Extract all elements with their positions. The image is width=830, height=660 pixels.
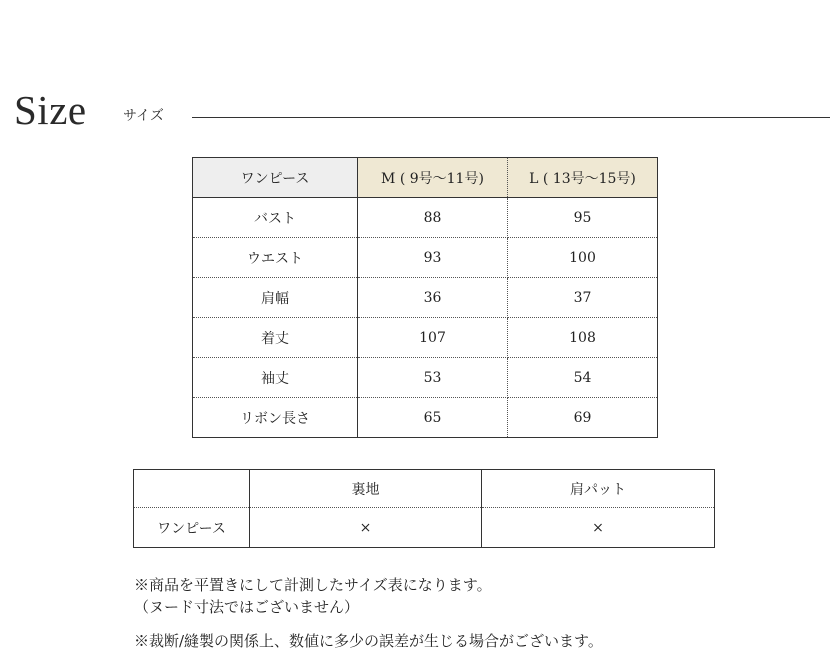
cell-l-ribbon: 69 (573, 409, 592, 426)
size-table-header-row (193, 158, 658, 198)
row-label-waist: ウエスト (193, 238, 358, 278)
note-nude-size: （ヌード寸法ではございません） (134, 598, 360, 616)
cell-m-shoulder: 36 (358, 278, 508, 318)
row-label-sleeve: 袖丈 (193, 358, 358, 398)
header-size-m: M ( 9号～11号) (358, 158, 508, 198)
cell-l-length: 108 (508, 318, 658, 358)
header-size-l: L ( 13号～15号) (508, 158, 658, 198)
cell-m-waist: 93 (358, 238, 508, 278)
row-label-shoulder: 肩幅 (193, 278, 358, 318)
table-row (193, 318, 658, 358)
table-row (193, 238, 658, 278)
page-subtitle: サイズ (123, 108, 164, 124)
row-label-length: 着丈 (193, 318, 358, 358)
row-label-ribbon: リボン長さ (193, 398, 358, 438)
cell-l-waist: 100 (508, 238, 658, 278)
table-row (134, 508, 715, 548)
table-row (193, 398, 658, 438)
cell-m-bust: 88 (358, 198, 508, 238)
table-row (193, 358, 658, 398)
lining-header-shoulder-pad: 肩パット (482, 470, 715, 508)
note-measurement: ※商品を平置きにして計測したサイズ表になります。 (134, 576, 492, 594)
cell-l-bust: 95 (508, 198, 658, 238)
cell-m-sleeve: 53 (358, 358, 508, 398)
row-label-bust: バスト (193, 198, 358, 238)
lining-table (133, 469, 715, 548)
size-chart-table (192, 157, 658, 438)
cell-m-ribbon: 65 (358, 398, 508, 438)
lining-table-header-row (134, 470, 715, 508)
header-item-label: ワンピース (193, 158, 358, 198)
lining-cell-shoulder-pad: × (592, 519, 604, 536)
note-tolerance: ※裁断/縫製の関係上、数値に多少の誤差が生じる場合がございます。 (134, 632, 603, 650)
page-title: Size (14, 87, 87, 133)
lining-row-label: ワンピース (134, 508, 250, 548)
title-divider (192, 117, 830, 118)
lining-header-blank (134, 470, 250, 508)
cell-m-length: 107 (358, 318, 508, 358)
lining-cell-lining: × (250, 508, 482, 548)
cell-l-sleeve: 54 (508, 358, 658, 398)
lining-header-lining: 裏地 (250, 470, 482, 508)
table-row (193, 198, 658, 238)
table-row (193, 278, 658, 318)
cell-l-shoulder: 37 (508, 278, 658, 318)
